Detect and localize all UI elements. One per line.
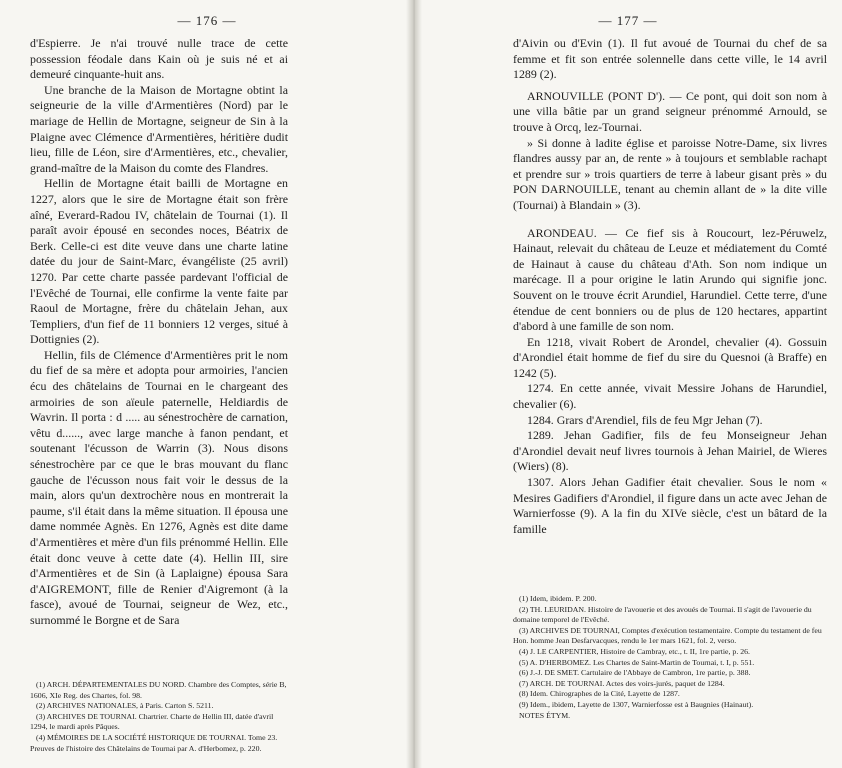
footnote: (6) J.-J. DE SMET. Cartulaire de l'Abbaye de Cambron, 1re partie, p. 388. <box>519 668 751 678</box>
paragraph: En 1218, vivait Robert de Arondel, chevalier (4). Gossuin d'Arondiel était homme de fief du sire du Quesnoi (à Braffe) en 1242 (5). <box>513 334 827 380</box>
paragraph: 1289. Jehan Gadifier, fils de feu Monseigneur Jehan d'Arondiel devait neuf livres tournois à Jehan Mairiel, de Wieres (Wiers) (8). <box>513 428 827 474</box>
paragraph: Hellin de Mortagne était bailli de Mortagne en 1227, alors que le sire de Mortagne était son frère aîné, Everard-Radou IV, châtelain de Tournai (1). Il paraît avoir épousé en secondes noces, Béatrix de Berk. Celle-ci est dite veuve dans une charte latine datée du jour de Saint-Marc, évangéliste (25 avril) 1270. Par cette charte passée pardevant l'official de l'Evêché de Tournai, elle confirme la vente faite par Raoul de Mortagne, frère du châtelain Jehan, aux Templiers, d'un fief de 11 bonniers 12 verges, situé à Dottignies (2). <box>30 176 288 347</box>
footnote: (3) ARCHIVES DE TOURNAI. Chartrier. Charte de Hellin III, datée d'avril 1294, le mardi après Pâques. <box>30 711 274 732</box>
footnote: (1) ARCH. DÉPARTEMENTALES DU NORD. Chambre des Comptes, série B, 1606, XIe Reg. des Chartes, fol. 98. <box>30 680 287 700</box>
left-body-text <box>30 36 288 629</box>
paragraph: Une branche de la Maison de Mortagne obtint la seigneurie de la ville d'Armentières (Nord) par le mariage de Hellin de Mortagne, seigneur de Sin à la Plaigne avec Clémence d'Armentières, héritière dudit lieu, fille de Léon, sire d'Armentières, etc., chevalier, grand-maître de la Maison du comte des Flandres. <box>30 82 288 175</box>
right-body-text <box>513 36 827 537</box>
footnote: (4) J. LE CARPENTIER, Histoire de Cambray, etc., t. II, 1re partie, p. 26. <box>519 646 750 656</box>
paragraph: 1284. Grars d'Arendiel, fils de feu Mgr Jehan (7). <box>527 412 763 427</box>
page-number-right: — 177 — <box>598 13 658 28</box>
footnote: (2) TH. LEURIDAN. Histoire de l'avouerie et des avoués de Tournai. Il s'agit de l'avouerie du domaine temporel de l'Evêché. <box>513 604 812 625</box>
paragraph: Hellin, fils de Clémence d'Armentières prit le nom du fief de sa mère et adopta pour armoiries, l'ancien écu des châtelains de Tournai en le chargeant des armoiries de son aïeule paternelle, Heldiardis de Wavrin. Il porta : d ..... au sénestrochère de carnation, vêtu d......, avec large manche à fanon pendant, et soutenant l'écusson de Warrin (3). Nous disons sénestrochère par ce que le bras mouvant du flanc gauche de l'écusson nous fait voir le dessus de la main, alors qu'un dextrochère nous en montrerait la paume, s'il était dans la même situation. Il épousa une dame nommée Agnès. En 1276, Agnès est dite dame d'Armentières et mère d'un fils prénommé Hellin. Elle était donc veuve à cette date (4). Hellin III, sire d'Armentières et de Sin (à Laplaigne) épousa Sara d'AIGREMONT, fille de Renier d'Aigremont (à la fasce), avoué de Tournai, seigneur de Wez, etc., surnommé le Borgne et de Sara <box>30 347 288 627</box>
page-number-left: — 176 — <box>177 13 237 28</box>
left-page <box>0 0 414 768</box>
entry-arondeau: ARONDEAU. — Ce fief sis à Roucourt, lez-Péruwelz, Hainaut, relevait du château de Leuze et médiatement du Comté de Hainaut à cause du château d'Ath. Son nom indique un marécage. Il a pour origine le latin Arundo qui signifie jonc. Souvent on le trouve écrit Arundiel, Harundiel. Cette terre, d'une étendue de cent bonniers ou de plus de 120 hectares, appartint d'abord à une famille de son nom. <box>513 225 827 334</box>
footnote: (2) ARCHIVES NATIONALES, à Paris. Carton S. 5211. <box>36 701 214 711</box>
footnote: (4) MÉMOIRES DE LA SOCIÉTÉ HISTORIQUE DE TOURNAI. Tome 23. Preuves de l'histoire des Châtelains de Tournai par A. d'Herbomez, p. 220. <box>30 732 278 753</box>
paragraph: d'Espierre. Je n'ai trouvé nulle trace de cette possession féodale dans Kain où je suis né et ai demeuré cinquante-huit ans. <box>30 36 288 82</box>
footnote: (5) A. D'HERBOMEZ. Les Chartes de Saint-Martin de Tournai, t. I, p. 551. <box>519 657 755 667</box>
paragraph: d'Aivin ou d'Evin (1). Il fut avoué de Tournai du chef de sa femme et fit son entrée solennelle dans cette ville, le 14 avril 1289 (2). <box>513 36 827 82</box>
paragraph: 1307. Alors Jehan Gadifier était chevalier. Sous le nom « Mesires Gadifiers d'Arondiel, il figure dans un acte avec Jehan de Warnierfosse (9). A la fin du XIVe siècle, c'est un bâtard de la famille <box>513 475 827 536</box>
right-page <box>414 0 842 768</box>
entry-arnouville: ARNOUVILLE (PONT D'). — Ce pont, qui doit son nom à une villa bâtie par un grand seigneur prénommé Arnould, se trouve à Orcq, lez-Tournai. <box>513 88 827 134</box>
book-gutter <box>406 0 422 768</box>
footnote-cutoff: NOTES ÉTYM. <box>519 710 571 720</box>
left-footnotes <box>30 680 288 754</box>
footnote: (1) Idem, ibidem. P. 200. <box>519 594 597 603</box>
quotation: » Si donne à ladite église et paroisse Notre-Dame, six livres flandres aussy par an, de rente » à toujours et semblable rachapt et prendre sur » trois quartiers de terre à labeur gisant près » du PON DARNOUILLE, tenant au chemin allant de » la dite ville (Tournai) à Blandain » (3). <box>513 135 827 212</box>
right-footnotes <box>513 594 827 721</box>
footnote: (8) Idem. Chirographes de la Cité, Layette de 1287. <box>519 689 680 699</box>
paragraph: 1274. En cette année, vivait Messire Johans de Harundiel, chevalier (6). <box>513 381 827 412</box>
footnote: (7) ARCH. DE TOURNAI. Actes des voirs-jurés, paquet de 1284. <box>519 678 725 688</box>
footnote: (3) ARCHIVES DE TOURNAI, Comptes d'exécution testamentaire. Compte du testament de feu Hon. homme Jean Desfarvacques, rendu le 1er mars 1621, fol. 2, verso. <box>513 625 822 646</box>
footnote: (9) Idem., ibidem, Layette de 1307, Warnierfosse est à Baugnies (Hainaut). <box>519 699 754 709</box>
